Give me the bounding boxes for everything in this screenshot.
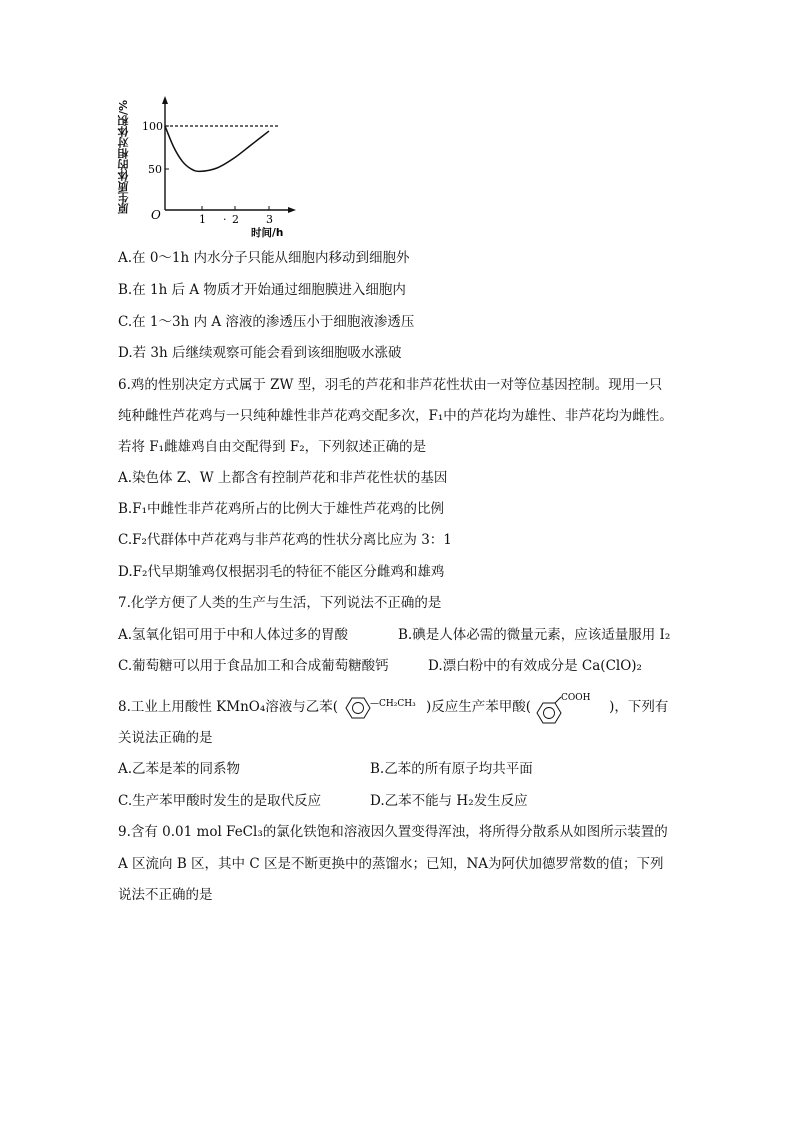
- q9-stem-line3: 说法不正确的是: [118, 887, 213, 903]
- ethylbenzene-structure-icon: [338, 693, 426, 723]
- q5-option-c: C.在 1～3h 内 A 溶液的渗透压小于细胞液渗透压: [118, 314, 415, 330]
- svg-text:·: ·: [223, 213, 227, 226]
- q6-stem-line3: 若将 F₁雌雄鸡自由交配得到 F₂，下列叙述正确的是: [118, 439, 427, 455]
- q8-stem-part-b: )反应生产苯甲酸(: [426, 699, 532, 715]
- volume-time-graph: [118, 92, 318, 242]
- q8-option-b: B.乙苯的所有原子均共平面: [370, 761, 533, 777]
- q7-option-d: D.漂白粉中的有效成分是 Ca(ClO)₂: [428, 658, 642, 674]
- q8-option-d: D.乙苯不能与 H₂发生反应: [370, 793, 528, 809]
- y-axis-arrow: [162, 96, 168, 104]
- q6-option-b: B.F₁中雌性非芦花鸡所占的比例大于雄性芦花鸡的比例: [118, 501, 444, 517]
- x-tick-3: 3: [266, 213, 273, 226]
- y-tick-50: 50: [148, 163, 162, 176]
- q6-option-d: D.F₂代早期雏鸡仅根据羽毛的特征不能区分雌鸡和雄鸡: [118, 564, 445, 580]
- q8-option-c: C.生产苯甲酸时发生的是取代反应: [118, 793, 322, 809]
- q9-stem-line2: A 区流向 B 区，其中 C 区是不断更换中的蒸馏水；已知，NA为阿伏加德罗常数的值；下列: [118, 856, 664, 872]
- benzoic-acid-structure-icon: [531, 691, 609, 725]
- q6-stem-line1: 6.鸡的性别决定方式属于 ZW 型，羽毛的芦花和非芦花性状由一对等位基因控制。现用一只: [118, 377, 663, 393]
- volume-curve: [165, 126, 269, 171]
- q7-stem: 7.化学方便了人类的生产与生活，下列说法不正确的是: [118, 595, 442, 611]
- x-axis-label: 时间/h: [251, 227, 284, 239]
- q6-stem-line2: 纯种雌性芦花鸡与一只纯种雄性非芦花鸡交配多次，F₁中的芦花均为雄性、非芦花均为雌性。: [118, 408, 673, 424]
- q5-option-d: D.若 3h 后继续观察可能会看到该细胞吸水涨破: [118, 345, 402, 361]
- ethyl-label: —CH₂CH₃: [370, 698, 416, 709]
- x-axis-arrow: [288, 207, 296, 213]
- q5-option-b: B.在 1h 后 A 物质才开始通过细胞膜进入细胞内: [118, 282, 406, 298]
- x-tick-2: 2: [232, 213, 239, 226]
- cooh-label: COOH: [561, 692, 591, 703]
- origin-label: O: [151, 208, 161, 222]
- q8-option-a: A.乙苯是苯的同系物: [118, 761, 241, 777]
- q9-stem-line1: 9.含有 0.01 mol FeCl₃的氯化铁饱和溶液因久置变得浑浊，将所得分散系从如图所示装置的: [118, 824, 668, 840]
- q5-option-a: A.在 0～1h 内水分子只能从细胞内移动到细胞外: [118, 250, 410, 266]
- q7-option-c: C.葡萄糖可以用于食品加工和合成葡萄糖酸钙: [118, 658, 389, 674]
- q8-stem-part-c: )，下列有: [609, 699, 669, 715]
- q7-option-b: B.碘是人体必需的微量元素，应该适量服用 I₂: [398, 627, 671, 643]
- q8-stem-line1: [118, 690, 668, 724]
- q7-option-a: A.氢氧化铝可用于中和人体过多的胃酸: [118, 627, 349, 643]
- q6-option-c: C.F₂代群体中芦花鸡与非芦花鸡的性状分离比应为 3：1: [118, 532, 452, 548]
- q8-stem-part-a: 8.工业上用酸性 KMnO₄溶液与乙苯(: [118, 699, 339, 715]
- y-tick-100: 100: [142, 120, 163, 133]
- q6-option-a: A.染色体 Z、W 上都含有控制芦花和非芦花性状的基因: [118, 470, 448, 486]
- x-tick-1: 1: [199, 213, 206, 226]
- graph-y-axis-label: 原生质体的相对体积/%: [117, 100, 130, 215]
- q8-stem-line2: 关说法正确的是: [118, 730, 213, 746]
